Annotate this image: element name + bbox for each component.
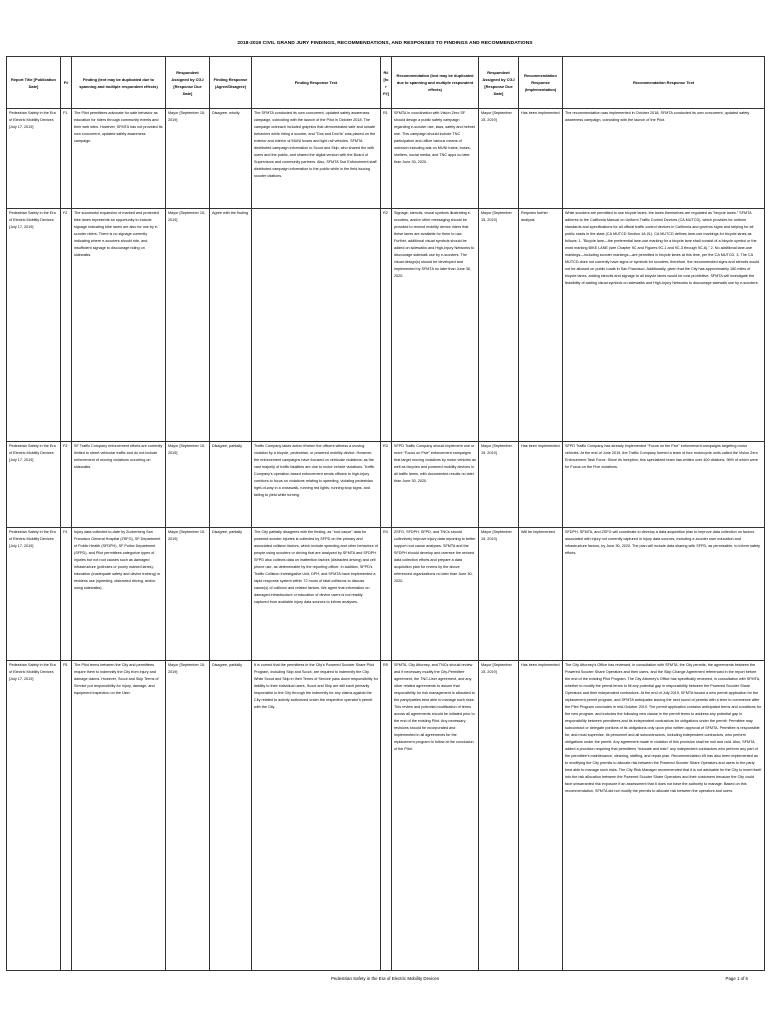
- cell-recommendation-response: Requires further analysis: [519, 209, 563, 442]
- cell-finding-respondent: Mayor [September 15, 2019]: [166, 209, 210, 442]
- header-recommendation-respondent: Respondent Assigned by CGJ [Response Due Date]: [479, 57, 519, 109]
- cell-report-title: Pedestrian Safety in the Era of Electric Mobility Devices [July 17, 2019]: [7, 109, 61, 209]
- header-finding-response: Finding Response (Agree/Disagree): [210, 57, 252, 109]
- cell-recommendation-response: Has been implemented: [519, 442, 563, 528]
- cell-finding-response: Agree with the finding: [210, 209, 252, 442]
- table-row: [7, 109, 765, 209]
- cell-finding: The Pilot permittees advocate for safe behavior as education for riders through community events and their web sites. However, SFMTA has not provided its own concurrent, updated safety awareness campaign.: [72, 109, 166, 209]
- table-row: [7, 528, 765, 661]
- cell-finding-response-text: Traffic Company takes action if/when the officers witness a moving violation by a bicycle, pedestrian, or powered mobility device. However, the enforcement campaigns have focused on vehicular violations, as the vast majority of traffic fatalities are due to motor vehicle violations. Traffic Company's operation-based enforcement sends officers to high-injury corridors to focus on violations relating to speeding, violating pedestrian right-of-way in a crosswalk, running red lights, running stop signs, and failing to yield while turning.: [252, 442, 381, 528]
- page-number: Page 1 of 6: [725, 976, 748, 981]
- cell-recommendation-response-text: SFPD Traffic Company has already implemented "Focus on the Five" enforcement campaigns targeting motor vehicles. At the end of June 2019, the Traffic Company formed a team of four motorcycle units called the Vision Zero Enforcement Task Force. Since its inception, this specialized team has written over 400 citations, 98% of which were for Focus on the Five violations.: [563, 442, 765, 528]
- cell-finding-respondent: Mayor [September 15, 2019]: [166, 661, 210, 971]
- table-row: [7, 442, 765, 528]
- cell-report-title: Pedestrian Safety in the Era of Electric Mobility Devices [July 17, 2019]: [7, 209, 61, 442]
- header-finding-respondent: Respondent Assigned by CGJ [Response Due Date]: [166, 57, 210, 109]
- cell-finding-response-text: It is correct that the permittees in the City's Powered Scooter Share Pilot Program, including Skip and Scoot, are required to indemnify the City. While Scoot and Skip in their Terms of Service pass down responsibility for liability to their individual users, Scoot and Skip are still each primarily responsible to the City through the indemnity for any claims against the City related to activity authorized under the respective operator's permit with the City.: [252, 661, 381, 971]
- cell-recommendation-number: R2: [381, 209, 392, 442]
- header-recommendation-response: Recommendation Response (Implementation): [519, 57, 563, 109]
- cell-recommendation-respondent: Mayor [September 15, 2019]: [479, 209, 519, 442]
- cell-finding-respondent: Mayor [September 15, 2019]: [166, 109, 210, 209]
- cell-finding-number: F1: [61, 109, 72, 209]
- header-recommendation-number: R# [for F#]: [381, 57, 392, 109]
- cell-recommendation-respondent: Mayor [September 15, 2019]: [479, 109, 519, 209]
- cell-recommendation-response-text: The recommendation was implemented in October 2018; SFMTA conducted its own concurrent, updated safety awareness campaign, coinciding with the launch of the Pilot.: [563, 109, 765, 209]
- cell-recommendation-respondent: Mayor [September 15, 2019]: [479, 528, 519, 661]
- cell-finding-respondent: Mayor [September 15, 2019]: [166, 442, 210, 528]
- cell-finding-response-text: [252, 209, 381, 442]
- cell-finding-number: F4: [61, 528, 72, 661]
- cell-recommendation-response: Has been implemented: [519, 109, 563, 209]
- cell-recommendation-respondent: Mayor [September 15, 2019]: [479, 661, 519, 971]
- cell-recommendation: Signage, stencils, visual symbols illustrating e-scooters, and/or other messaging should be provided to remind mobility device riders that these lanes are available for them to use. Further, additional visual symbols should be added on sidewalks and High-Injury Networks to discourage sidewalk use by e-scooters. The visual design(s) should be developed and implemented by SFMTA no later than June 30, 2020.: [392, 209, 479, 442]
- header-finding-number: F#: [61, 57, 72, 109]
- header-recommendation-response-text: Recommendation Response Text: [563, 57, 765, 109]
- header-finding: Finding (text may be duplicated due to spanning and multiple respondent effects): [72, 57, 166, 109]
- cell-finding-response-text: The SFMTA conducted its own concurrent, updated safety awareness campaign, coinciding with the launch of the Pilot in October 2018. The campaign outreach included graphics that demonstrated safe and unsafe behaviors while riding a scooter, and "Dos and Don'ts" was placed on the exterior and interior of MUNI buses and light rail vehicles. SFMTA distributed campaign information to Scoot and Skip, who shared the with users and the public, and shared the digital version with the Board of Supervisors and community partners. Also, SFMTA Taxi Enforcement staff distributed campaign information to the public while in the field issuing scooter citations.: [252, 109, 381, 209]
- page-title: 2018-2019 CIVIL GRAND JURY FINDINGS, RECOMMENDATIONS, AND RESPONSES TO FINDINGS AND RECOMMENDATIONS: [237, 41, 533, 46]
- cell-recommendation: SFMTA, City Attorney, and TNCs should review and if necessary modify the City-Permittee agreement, the TNC-User agreement, and any other related agreements to assure that responsibility for risk management is allocated to the party/parties best able to manage such risks. This review and potential modification of terms across all agreements should be initiated prior to the end of the existing Pilot. Any necessary revisions should be incorporated and implemented in all agreements for the replacement program to follow at the conclusion of the Pilot.: [392, 661, 479, 971]
- cell-recommendation-number: R5: [381, 661, 392, 971]
- cell-recommendation-number: R4: [381, 528, 392, 661]
- cell-finding-number: F3: [61, 442, 72, 528]
- cell-recommendation: ZSFG, SFDPH, SFPD, and TNCs should collectively improve injury data reporting to better support root cause analyses. SFMTA and the SFDPH should develop and oversee the revised data collection efforts and prepare a data acquisition plan for review by the above referenced organizations no later than June 30, 2020.: [392, 528, 479, 661]
- cell-finding-response: Disagree, wholly: [210, 109, 252, 209]
- cell-finding: The Pilot terms between the City and permittees require them to indemnify the City from injury and damage claims. However, Scoot and Skip Terms of Service put responsibility for injury, damage, and equipment inspection on the User.: [72, 661, 166, 971]
- cell-finding-response: Disagree, partially: [210, 661, 252, 971]
- cell-report-title: Pedestrian Safety in the Era of Electric Mobility Devices [July 17, 2019]: [7, 442, 61, 528]
- cell-finding-response-text: The City partially disagrees with the finding, as "root cause" data for powered scooter injuries is collected by SFPD on the primary and associated collision factors, which include speeding and other behaviors of people using scooters or driving that are analyzed by SFMTA and SFDPH. SFPD also collects data on inattention factors (distracted driving) and cell phone use, as determinable by the reporting officer. In addition, SFPD's Traffic Collision Investigative Unit, DPH, and SFMTA have implemented a rapid response system within 72 hours of fatal collisions to discuss cause(s) of collision and related factors. We agree that information on damaged infrastructure or education of device users is not readily captured from available injury data sources to inform analyses.: [252, 528, 381, 661]
- cell-recommendation-number: R3: [381, 442, 392, 528]
- header-report-title: Report Title [Publication Date]: [7, 57, 61, 109]
- cell-finding-response: Disagree, partially: [210, 528, 252, 661]
- cell-recommendation-respondent: Mayor [September 15, 2019]: [479, 442, 519, 528]
- cell-finding-number: F2: [61, 209, 72, 442]
- cell-recommendation: SFMTA in coordination with Vision Zero SF should design a public safety campaign regarding e-scooter use, laws, safety and helmet use. This campaign should include TNC participation and utilize various means of outreach including ads on MUNI trains, buses, shelters, social media, and TNC apps no later than June 30, 2020.: [392, 109, 479, 209]
- cell-report-title: Pedestrian Safety in the Era of Electric Mobility Devices [July 17, 2019]: [7, 661, 61, 971]
- table-header-row: [7, 57, 765, 109]
- cell-report-title: Pedestrian Safety in the Era of Electric Mobility Devices [July 17, 2019]: [7, 528, 61, 661]
- cell-recommendation-number: R1: [381, 109, 392, 209]
- findings-table: [6, 56, 765, 971]
- cell-recommendation: SFPD Traffic Company should implement one or more "Focus on Five" enforcement campaigns that target moving violations by motor vehicles as well as bicycles and powered mobility devices in all traffic lanes, with documented results no later than June 30, 2020.: [392, 442, 479, 528]
- cell-finding-number: F5: [61, 661, 72, 971]
- header-recommendation: Recommendation (text may be duplicated due to spanning and multiple respondent effects): [392, 57, 479, 109]
- cell-finding-respondent: Mayor [September 15, 2019]: [166, 528, 210, 661]
- cell-recommendation-response-text: While scooters are permitted to use bicycle lanes, the lanes themselves are regulated as "bicycle lanes." SFMTA adheres to the California Manual on Uniform Traffic Control Devices (CA MUTCD), which provides for uniform standards and specifications for all official traffic control devices in California and governs signs and striping for all public roads in the state (CA MUTCD Section 1A.01). CA MUTCD defines lane-use markings for bicycle lanes as follows: 1. "Bicycle lane—the preferential lane-use marking for a bicycle lane shall consist of a bicycle symbol or the word marking BIKE LANE (see Chapter 9C and Figures 9C-1 and 9C-3 through 9C-6)." 2. No additional lane-use markings—including scooter markings—are permitted in bicycle lanes at this time, per the CA MUTCD. 3. The CA MUTCD does not currently have signs or symbols for scooters; therefore, the recommended signs and stencils would not be allowed on public roads in San Francisco. Additionally, given that the City has approximately 180 miles of bicycle lanes, adding stencils and signage to all bicycle lanes would be cost prohibitive. SFMTA will investigate the feasibility of adding visual symbols on sidewalks and High-Injury Networks to discourage sidewalk use by e-scooters.: [563, 209, 765, 442]
- footer-title: Pedestrian Safety in the Era of Electric Mobility Devices: [330, 976, 440, 981]
- cell-finding: The successful expansion of marked and protected bike lanes represents an opportunity to include signage indicating bike lanes are also for use by e-scooter riders. There is no signage currently indicating where e-scooters should ride, and insufficient signage to discourage riding on sidewalks.: [72, 209, 166, 442]
- cell-recommendation-response-text: The City Attorney's Office has reviewed, in consultation with SFMTA, the City permits, the agreements between the Powered Scooter Share Operators and their users, and the Skip Change Agreement referenced in the report before the end of the existing Pilot Program. The City Attorney's Office has specifically reviewed, in consultation with SFMTA, whether to modify the permit terms to fill any potential gap in responsibility between the Powered Scooter Share Operators and their independent contractors. At the end of July 2019, SFMTA issued a new permit application for the replacement permit program, and SFMTA anticipates issuing the next round of permits with a term to commence after the Pilot Program concludes in mid-October 2019. The permit application contains anticipated terms and conditions for the new program, and includes the following new clause in the permit terms to address any potential gap in responsibility between permittees and its independent contractors for obligations under the permit: Permittee may subcontract or delegate portions of its obligations only upon prior written approval of SFMTA. Permittee is responsible for, and must supervise, its personnel and all subcontractors, including independent contractors, who perform obligations under the permit. Any agreement made in violation of this provision shall be null and void. Also, SFMTA added a provision requiring that permittees "educate and train" any independent contractors who perform any part of the permittee's maintenance, cleaning, staffing, and repair plan. Recommendation #5 has also been implemented as to modifying the City permits to allocate risk between the Powered Scooter Share Operators and users to the party best able to manage such risks. The City Risk Manager recommended that it is not advisable for the City to insert itself into the risk allocation between the Powered Scooter Share Operators and their customers because the City could face unwarranted risk exposure if an assessment that it does not have the authority to manage. Based on this recommendation, SFMTA did not modify the permits to allocate risk between the operators and users.: [563, 661, 765, 971]
- cell-finding: Injury data collected to-date by Zuckerberg San Francisco General Hospital (ZSFG), SF Department of Public Health (SFDPH), SF Police Department (SFPD), and Pilot permittees categorize types of injuries but not root causes such as damaged infrastructure (potholes or poorly marked lanes), education (inadequate safety and device training) or reckless use (speeding, distracted driving, and/or using sidewalks).: [72, 528, 166, 661]
- table-row: [7, 661, 765, 971]
- cell-recommendation-response-text: SFDPH, SFMTA, and ZSFG will coordinate to develop a data acquisition plan to improve data collection on factors associated with injury not currently captured in injury data sources, including e-scooter user education and infrastructure factors, by June 30, 2020. The plan will include data sharing with SFPD, as permissible, to inform safety efforts.: [563, 528, 765, 661]
- header-finding-response-text: Finding Response Text: [252, 57, 381, 109]
- cell-finding-response: Disagree, partially: [210, 442, 252, 528]
- cell-recommendation-response: Will be implemented: [519, 528, 563, 661]
- table-row: [7, 209, 765, 442]
- cell-recommendation-response: Has been implemented: [519, 661, 563, 971]
- cell-finding: SF Traffic Company enforcement efforts are currently limited to street vehicular traffic and do not include enforcement of moving violations occurring on sidewalks.: [72, 442, 166, 528]
